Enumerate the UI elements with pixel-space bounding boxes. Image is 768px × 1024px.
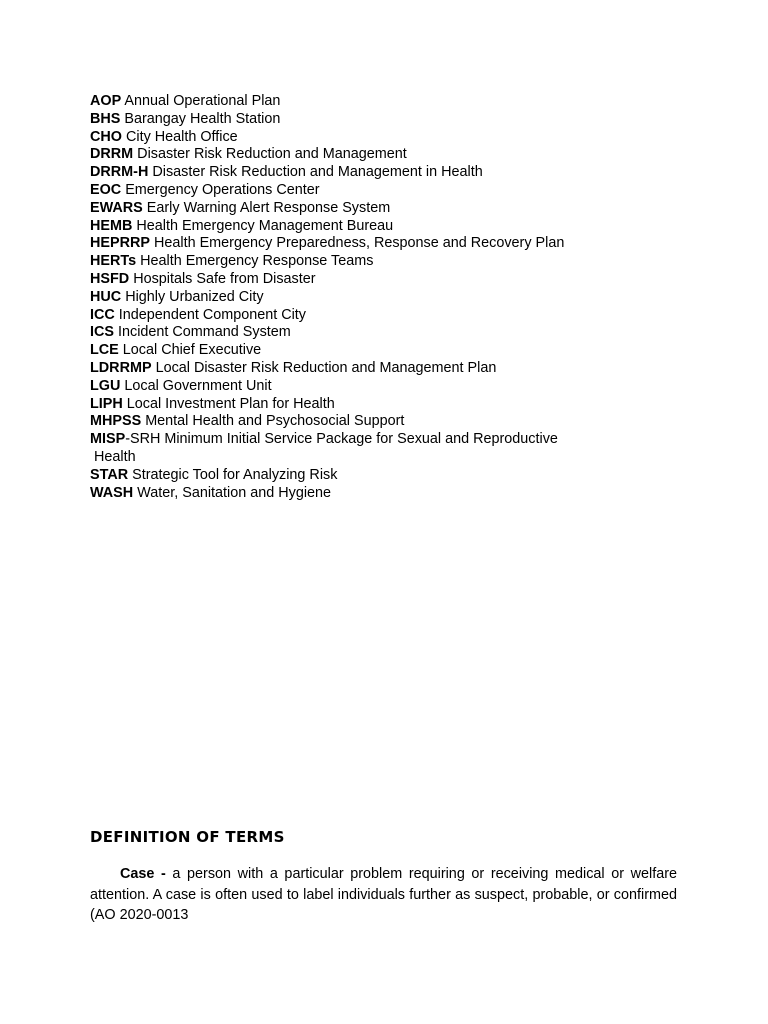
acronym-abbreviation: HEMB [90,217,133,234]
acronym-abbreviation: LCE [90,342,119,359]
acronym-item [90,360,610,378]
acronym-item [90,396,610,414]
acronym-abbreviation: BHS [90,110,121,127]
acronym-abbreviation: LGU [90,377,121,394]
acronym-meaning: Independent Component City [118,306,307,323]
acronym-abbreviation: HEPRRP [90,235,150,252]
acronym-meaning: Local Government Unit [124,377,272,394]
acronym-item [90,271,610,289]
acronym-meaning: Hospitals Safe from Disaster [133,270,316,287]
acronym-item [90,253,610,271]
acronym-abbreviation: LIPH [90,395,123,412]
acronym-meaning: Health Emergency Preparedness, Response and Recovery Plan [153,235,565,252]
acronym-item [90,182,610,200]
acronym-meaning: Health Emergency Response Teams [140,253,374,270]
acronym-abbreviation: HSFD [90,270,130,287]
acronym-item [90,324,610,342]
acronym-meaning: Local Disaster Risk Reduction and Management Plan [155,359,497,376]
acronym-item [90,218,610,236]
acronym-item [90,129,610,147]
acronym-meaning: Emergency Operations Center [125,181,320,198]
definition-paragraph [90,864,677,926]
acronym-meaning: Incident Command System [118,324,291,341]
acronym-abbreviation: AOP [90,93,122,109]
acronym-item [90,200,610,218]
acronym-abbreviation: MISP [90,431,126,448]
acronym-item [90,93,610,111]
acronym-item [90,378,610,396]
acronym-meaning: Mental Health and Psychosocial Support [145,413,405,430]
acronym-item [90,431,610,467]
acronym-list [90,93,610,502]
acronym-abbreviation: HERTs [90,253,137,270]
definition-text: a person with a particular problem requiring or receiving medical or welfare attention. A case is often used to label individuals further as suspect, probable, or confirmed (AO 2020-0013 [90,866,677,923]
acronym-abbreviation: MHPSS [90,413,142,430]
acronym-item [90,467,610,485]
acronym-meaning: Barangay Health Station [124,110,281,127]
acronym-abbreviation: DRRM-H [90,164,149,181]
acronym-abbreviation: CHO [90,128,122,145]
acronym-meaning: Disaster Risk Reduction and Management in Health [152,164,483,181]
acronym-item [90,235,610,253]
acronym-abbreviation: EWARS [90,199,143,216]
acronym-meaning: Early Warning Alert Response System [146,199,391,216]
section-heading: DEFINITION OF TERMS [90,828,285,846]
acronym-meaning: Local Chief Executive [122,342,262,359]
acronym-meaning: Disaster Risk Reduction and Management [137,146,407,163]
acronym-abbreviation: DRRM [90,146,134,163]
acronym-meaning-continued: Health [94,448,136,465]
acronym-meaning: Highly Urbanized City [125,288,264,305]
acronym-item [90,111,610,129]
acronym-item [90,485,610,503]
acronym-meaning: Local Investment Plan for Health [126,395,335,412]
acronym-meaning: -SRH Minimum Initial Service Package for Sexual and Reproductive [125,431,558,448]
acronym-abbreviation: STAR [90,466,129,483]
definition-term: Case - [120,866,166,882]
acronym-meaning: City Health Office [125,128,238,145]
acronym-item [90,289,610,307]
acronym-meaning: Annual Operational Plan [124,93,281,109]
acronym-abbreviation: HUC [90,288,122,305]
acronym-abbreviation: ICC [90,306,115,323]
acronym-abbreviation: EOC [90,181,122,198]
acronym-item [90,413,610,431]
acronym-abbreviation: LDRRMP [90,359,152,376]
acronym-item [90,307,610,325]
acronym-meaning: Health Emergency Management Bureau [136,217,394,234]
acronym-meaning: Strategic Tool for Analyzing Risk [132,466,338,483]
acronym-item [90,146,610,164]
acronym-meaning: Water, Sanitation and Hygiene [137,484,332,501]
acronym-abbreviation: WASH [90,484,134,501]
acronym-abbreviation: ICS [90,324,114,341]
acronym-item [90,164,610,182]
acronym-item [90,342,610,360]
